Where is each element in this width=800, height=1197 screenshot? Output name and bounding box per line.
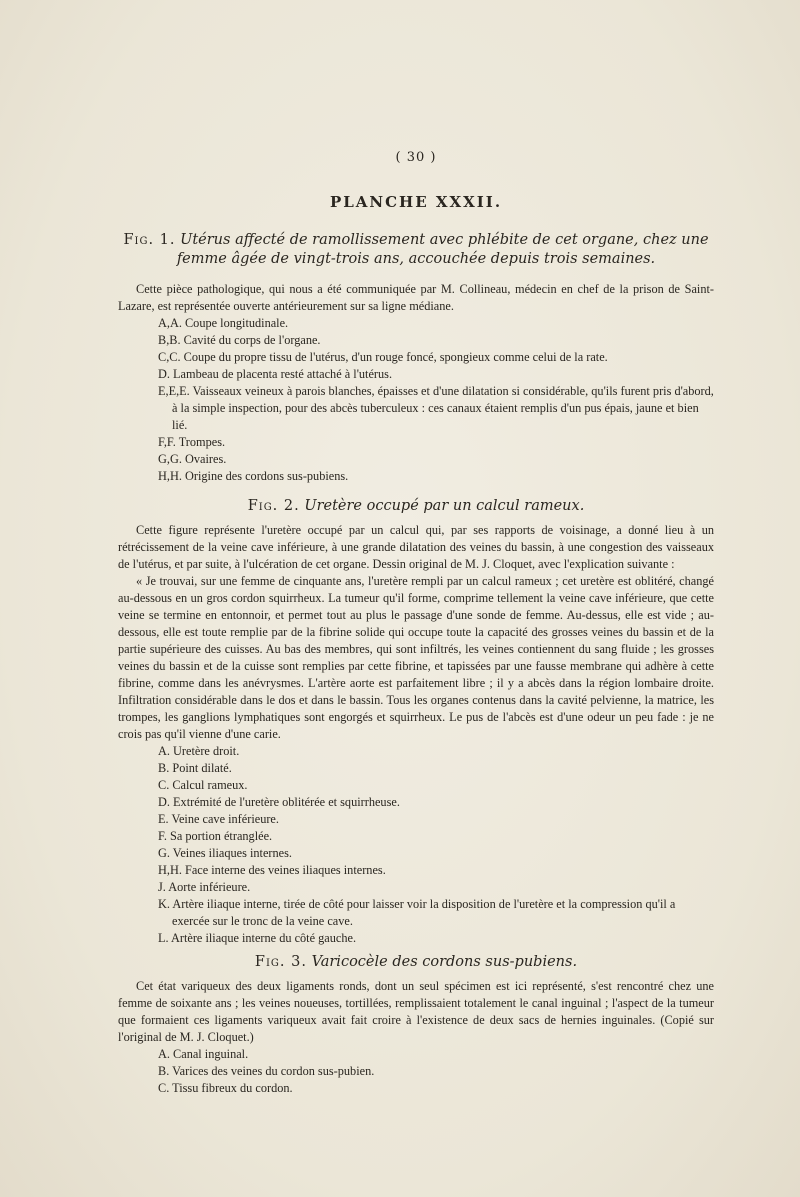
page-number: ( 30 ) (395, 150, 437, 165)
fig3-legend (118, 1046, 714, 1097)
legend-item: G. Veines iliaques internes. (158, 846, 292, 860)
legend-item: H,H. Face interne des veines iliaques internes. (158, 863, 386, 877)
legend-item: H,H. Origine des cordons sus-pubiens. (158, 469, 349, 483)
legend-item: F. Sa portion étranglée. (158, 829, 273, 843)
content (118, 150, 714, 1097)
fig2-legend (118, 743, 714, 947)
legend-item: A. Uretère droit. (158, 744, 240, 758)
legend-item: D. Extrémité de l'uretère oblitérée et squirrheuse. (158, 795, 400, 809)
fig2-paragraph-2: « Je trouvai, sur une femme de cinquante ans, l'uretère rempli par un calcul rameux ; cet uretère est oblitéré, changé au-dessous en un gros cordon squirrheux. La tumeur qu'il forme, comprime tellement la veine cave inférieure, que cette veine se termine en entonnoir, et permet tout au plus le passage d'une sonde de femme. Au-dessus, elle est vide ; au-dessous, elle est toute remplie par de la fibrine solide qui occupe toute la capacité des grosses veines du bassin et de la partie supérieure des cuisses. Au bas des membres, qui sont infiltrés, les veines contiennent du sang fluide ; les grosses veines du bassin et de la cuisse sont remplies par cette fibrine, et tapissées par une fausse membrane qui adhère à cette fibrine, comme dans les anévrysmes. L'artère aorte est parfaitement libre ; il y a abcès dans la région lombaire droite. Infiltration considérable dans le dos et dans le bassin. Tous les organes contenus dans la cavité pelvienne, la matrice, les trompes, les ganglions lymphatiques sont engorgés et squirrheux. Le pus de l'abcès est d'une odeur un peu fade : je ne crois pas qu'il vienne d'une carie. (118, 574, 714, 741)
legend-item: E. Veine cave inférieure. (158, 812, 279, 826)
legend-item: K. Artère iliaque interne, tirée de côté pour laisser voir la disposition de l'uretère et la compression qu'il a exercée sur le tronc de la veine cave. (158, 897, 676, 928)
legend-item: B. Varices des veines du cordon sus-pubien. (158, 1064, 375, 1078)
legend-item: D. Lambeau de placenta resté attaché à l'utérus. (158, 367, 393, 381)
fig1-title: Utérus affecté de ramollissement avec phlébite de cet organe, chez une femme âgée de vingt-trois ans, accouchée depuis trois semaines. (176, 232, 709, 267)
fig1-intro: Cette pièce pathologique, qui nous a été communiquée par M. Collineau, médecin en chef de la prison de Saint-Lazare, est représentée ouverte antérieurement sur sa ligne médiane. (118, 282, 714, 313)
legend-item: C. Calcul rameux. (158, 778, 248, 792)
fig2-paragraph-1: Cette figure représente l'uretère occupé par un calcul qui, par ses rapports de voisinage, a donné lieu à un rétrécissement de la veine cave inférieure, à une grande dilatation des veines du bassin, à une congestion des vaisseaux de l'utérus, et par suite, à l'ulcération de cet organe. Dessin original de M. J. Cloquet, avec l'explication suivante : (118, 523, 714, 571)
legend-item: A. Canal inguinal. (158, 1047, 249, 1061)
fig2-label: Fig. 2. (247, 498, 300, 514)
legend-item: J. Aorte inférieure. (158, 880, 251, 894)
legend-item: E,E,E. Vaisseaux veineux à parois blanches, épaisses et d'une dilatation si considérable, qu'ils furent pris d'abord, à la simple inspection, pour des abcès tuberculeux : ces canaux étaient remplis d'un pus épais, jaune et bien lié. (158, 384, 714, 432)
fig3-heading (118, 953, 714, 972)
plate-title: PLANCHE XXXII. (329, 193, 503, 211)
legend-item: C,C. Coupe du propre tissu de l'utérus, d'un rouge foncé, spongieux comme celui de la rate. (158, 350, 608, 364)
fig1-legend (118, 315, 714, 485)
legend-item: L. Artère iliaque interne du côté gauche. (158, 931, 357, 945)
legend-item: G,G. Ovaires. (158, 452, 227, 466)
legend-item: B,B. Cavité du corps de l'organe. (158, 333, 321, 347)
legend-item: B. Point dilaté. (158, 761, 232, 775)
fig3-label: Fig. 3. (254, 954, 307, 970)
fig2-title: Uretère occupé par un calcul rameux. (304, 498, 585, 514)
legend-item: F,F. Trompes. (158, 435, 226, 449)
fig3-title: Varicocèle des cordons sus-pubiens. (311, 954, 578, 970)
fig1-label: Fig. 1. (123, 232, 176, 248)
legend-item: C. Tissu fibreux du cordon. (158, 1081, 293, 1095)
fig1-heading (118, 231, 714, 269)
legend-item: A,A. Coupe longitudinale. (158, 316, 289, 330)
fig3-paragraph: Cet état variqueux des deux ligaments ronds, dont un seul spécimen est ici représenté, s'est rencontré chez une femme de soixante ans ; les veines noueuses, tortillées, remplissaient totalement le canal inguinal ; l'aspect de la tumeur que formaient ces ligaments variqueux avait fait croire à l'existence de deux sacs de hernies inguinales. (Copié sur l'original de M. J. Cloquet.) (118, 979, 714, 1044)
fig2-heading (118, 497, 714, 516)
